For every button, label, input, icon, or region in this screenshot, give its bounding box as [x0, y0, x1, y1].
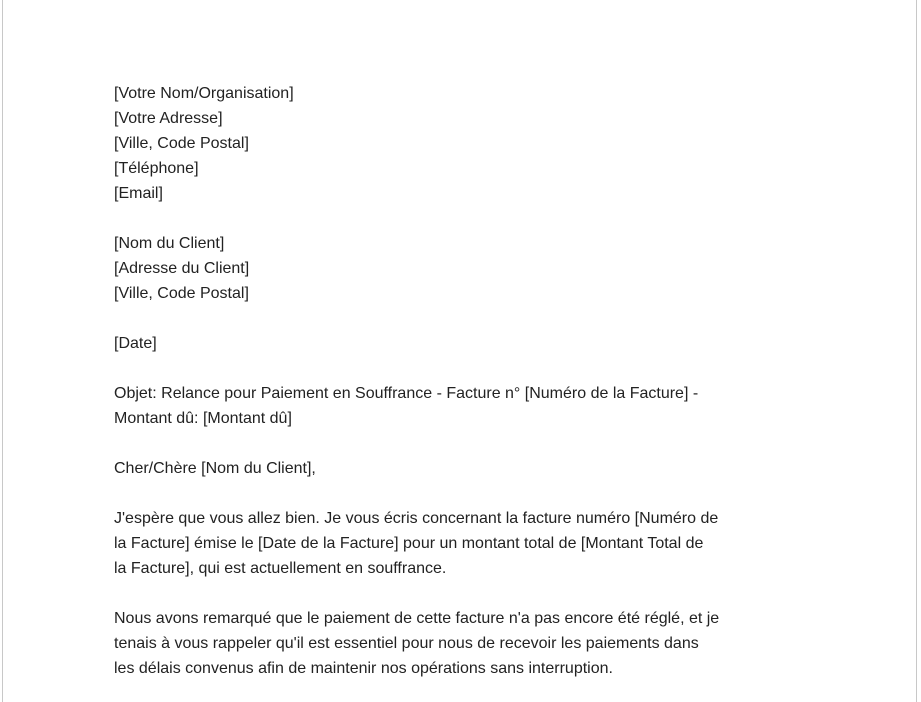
- document-page: [2, 0, 917, 702]
- paragraph-line: tenais à vous rappeler qu'il est essentiel pour nous de recevoir les paiements dans: [114, 635, 699, 652]
- sender-phone: [Téléphone]: [114, 160, 199, 177]
- letter-body: [114, 81, 814, 702]
- salutation: Cher/Chère [Nom du Client],: [114, 460, 316, 477]
- paragraph-line: la Facture] émise le [Date de la Facture] pour un montant total de [Montant Total de: [114, 535, 704, 552]
- paragraph-2: [114, 606, 814, 681]
- recipient-city: [Ville, Code Postal]: [114, 285, 249, 302]
- letter-date: [Date]: [114, 335, 157, 352]
- date-block: [114, 331, 814, 356]
- sender-block: [114, 81, 814, 206]
- paragraph-1: [114, 506, 814, 581]
- sender-address: [Votre Adresse]: [114, 110, 223, 127]
- paragraph-line: les délais convenus afin de maintenir nos opérations sans interruption.: [114, 660, 613, 677]
- salutation-block: [114, 456, 814, 481]
- recipient-name: [Nom du Client]: [114, 235, 225, 252]
- subject-line: Objet: Relance pour Paiement en Souffrance - Facture n° [Numéro de la Facture] -: [114, 385, 699, 402]
- sender-name: [Votre Nom/Organisation]: [114, 85, 294, 102]
- paragraph-line: Nous avons remarqué que le paiement de cette facture n'a pas encore été réglé, et je: [114, 610, 720, 627]
- sender-email: [Email]: [114, 185, 163, 202]
- subject-line: Montant dû: [Montant dû]: [114, 410, 292, 427]
- recipient-block: [114, 231, 814, 306]
- paragraph-line: la Facture], qui est actuellement en souffrance.: [114, 560, 447, 577]
- recipient-address: [Adresse du Client]: [114, 260, 250, 277]
- subject-block: [114, 381, 814, 431]
- sender-city: [Ville, Code Postal]: [114, 135, 249, 152]
- paragraph-line: J'espère que vous allez bien. Je vous écris concernant la facture numéro [Numéro de: [114, 510, 719, 527]
